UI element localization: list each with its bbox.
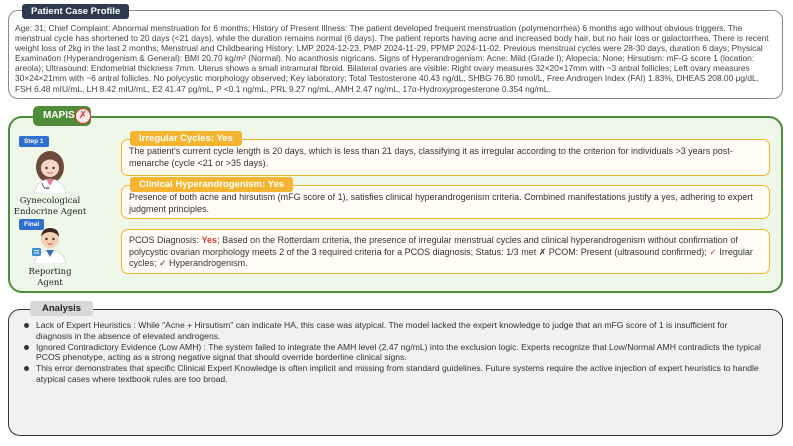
fail-x-icon: ✗ — [75, 108, 91, 124]
gynecological-agent-name: Gynecological Endocrine Agent — [13, 196, 87, 217]
reporting-agent-name: Reporting Agent — [28, 267, 72, 288]
step1-tag: Step 1 — [19, 136, 49, 147]
pcos-diagnosis-text: PCOS Diagnosis: Yes; Based on the Rotterdam criteria, the presence of irregular menstrual cycles and clinical hyperandrogenism without confirmation of polycystic ovarian morphology meets 2 of the 3 required criteria for a PCOS diagnosis; Status: 1/3 met ✗ PCOM: Present (ultrasound confirmed); ✓ Irregular cycles; ✓ Hyperandrogenism. — [129, 235, 753, 268]
list-item: Lack of Expert Heuristics : While "Acne + Hirsutism" can indicate HA, this case was atypical. The model lacked the expert knowledge to judge that an mFG score of 1 is insufficient for diagnosis in the absence of elevated androgens. — [22, 320, 762, 342]
diagnosis-answer: Yes — [201, 235, 218, 245]
analysis-title: Analysis — [30, 301, 93, 316]
female-doctor-avatar-icon — [26, 148, 74, 194]
irregular-cycles-heading: Irregular Cycles: Yes — [130, 131, 242, 146]
case-profile-title: Patient Case Profile — [22, 4, 129, 19]
final-tag: Final — [19, 219, 44, 230]
male-doctor-avatar-icon — [28, 222, 72, 264]
hyperandrogenism-text: Presence of both acne and hirsutism (mFG score of 1), satisfies clinical hyperandrogenism criteria. Combined manifestations justify a yes, adhering to expert judgment principles. — [129, 192, 753, 214]
check-icon: ✓ — [709, 246, 717, 257]
analysis-list — [22, 320, 762, 385]
mapis-label: MAPIS — [33, 106, 91, 126]
hyperandrogenism-heading: Clinical Hyperandrogenism: Yes — [130, 177, 293, 192]
case-profile-text: Age: 31; Chief Complaint: Abnormal menstruation for 6 months; History of Present Illness: The patient developed frequent menstruation (polymenorrhea) 6 months ago without obvious triggers. The menstrual cycle has shortened to 20 days (<21 days), while the duration remains normal (6 days). The patient reports having acne and increased body hair, but no hair loss or galactorrhea. There is recent weight loss of 2kg in the last 2 months; Menstrual and Childbearing History: LMP 2024-12-23, PMP 2024-11-29, PPMP 2024-11-02. Previous menstrual cycles were 28-30 days, duration 6 days; Physical Examination (Hyperandrogenism & General): BMI 20.70 kg/m² (Normal). No acanthosis nigricans. Signs of Hyperandrogenism: Acne: Mild (Grade I); Alopecia: None; Hirsutism: mF-G score 1 (location: areola); Ultrasound: Endometrial thickness 7mm. Uterus shows a small intramural fibroid. Bilateral ovaries are visible: Right ovary measures 32×20×17mm with ~3 antral follicles; Left ovary measures 30×24×21mm with ~6 antral follicles. No polycystic morphology observed; Key laboratory: Total Testosterone 40.43 ng/dL, SHBG 76.80 nmol/L, Free Androgen Index (FAI) 1.83%, DHEAS 208.00 μg/dL, FSH 6.48 mIU/mL, LH 8.42 mIU/mL, E2 41.47 pg/mL, P <0.1 ng/mL, PRL 9.27 ng/mL, AMH 2.47 ng/mL, 17α-Hydroxyprogesterone 0.354 ng/mL. — [15, 23, 769, 94]
list-item: Ignored Contradictory Evidence (Low AMH) : The system failed to integrate the AMH level (2.47 ng/mL) into the exclusion logic. Experts recognize that Low/Normal AMH contradicts the typical PCOS phenotype, acting as a strong negative signal that should override borderline clinical signs. — [22, 342, 762, 364]
list-item: This error demonstrates that specific Clinical Expert Knowledge is often implicit and missing from standard guidelines. Future systems require the active injection of expert heuristics to handle atypical cases where textbook rules are too broad. — [22, 363, 762, 385]
irregular-cycles-text: The patient's current cycle length is 20 days, which is less than 21 days, classifying it as irregular according to the criterion for individuals >3 years post-menarche (cycle <21 or >35 days). — [129, 146, 733, 168]
